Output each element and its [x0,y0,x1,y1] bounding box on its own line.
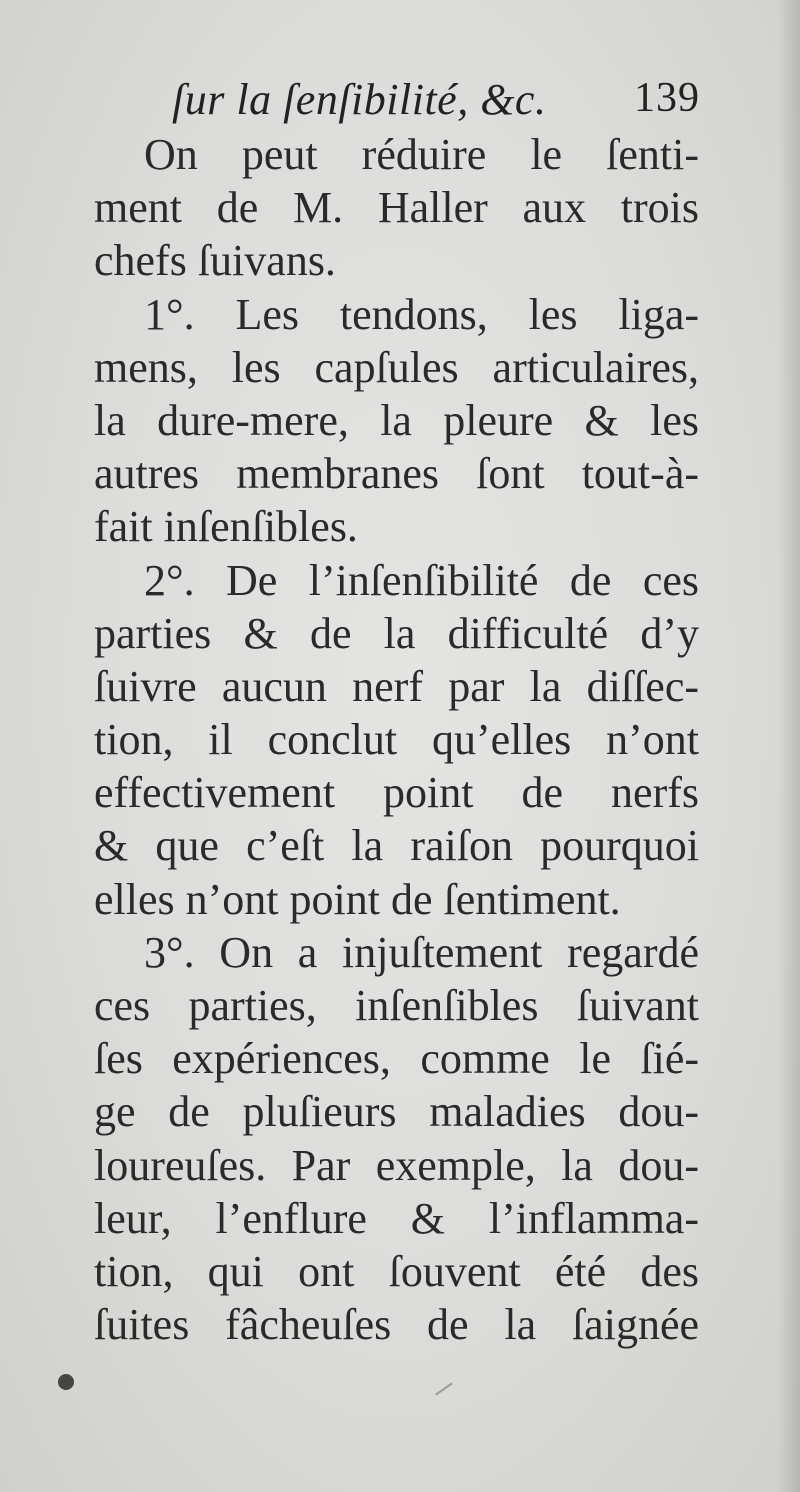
text-line: la dure-mere, la pleure & les [94,395,699,445]
text-line: ces parties, inſenſibles ſuivant [94,981,699,1030]
text-line: autres membranes ſont tout-à- [94,449,699,499]
ink-speck [58,1374,74,1390]
text-line: On peut réduire le ſenti- [144,130,699,179]
text-line: tion, qui ont ſouvent été des [94,1246,699,1296]
text-line: ge de pluſieurs maladies dou- [94,1087,699,1137]
text-line: 3°. On a injuſtement regardé [144,927,699,977]
page-number: 139 [634,75,700,121]
text-line: mens, les capſules articulaires, [94,342,699,392]
text-line: & que c’eſt la raiſon pourquoi [94,821,699,871]
text-line: ſuites fâcheuſes de la ſaignée [94,1300,699,1350]
text-line: elles n’ont point de ſentiment. [94,874,621,924]
body-text [94,128,699,1351]
text-line: ſes expériences, comme le ſié- [94,1034,699,1084]
running-head: ſur la ſenſibilité, &c. [172,75,547,124]
text-line: loureuſes. Par exemple, la dou- [94,1140,699,1190]
text-line: tion, il conclut qu’elles n’ont [94,715,699,765]
page-edge-shadow [778,0,800,1492]
text-line: 1°. Les tendons, les liga- [144,289,699,339]
text-line: chefs ſuivans. [94,236,336,286]
page-header [150,74,700,134]
text-line: parties & de la difficulté d’y [94,608,699,658]
text-line: fait inſenſibles. [94,502,358,552]
text-line: 2°. De l’inſenſibilité de ces [144,555,699,605]
text-line: leur, l’enflure & l’inflamma- [94,1193,699,1243]
paper-scratch [435,1382,453,1395]
text-line: ſuivre aucun nerf par la diſſec- [94,661,699,711]
text-line: effectivement point de nerfs [94,768,699,818]
text-line: ment de M. Haller aux trois [94,183,699,233]
